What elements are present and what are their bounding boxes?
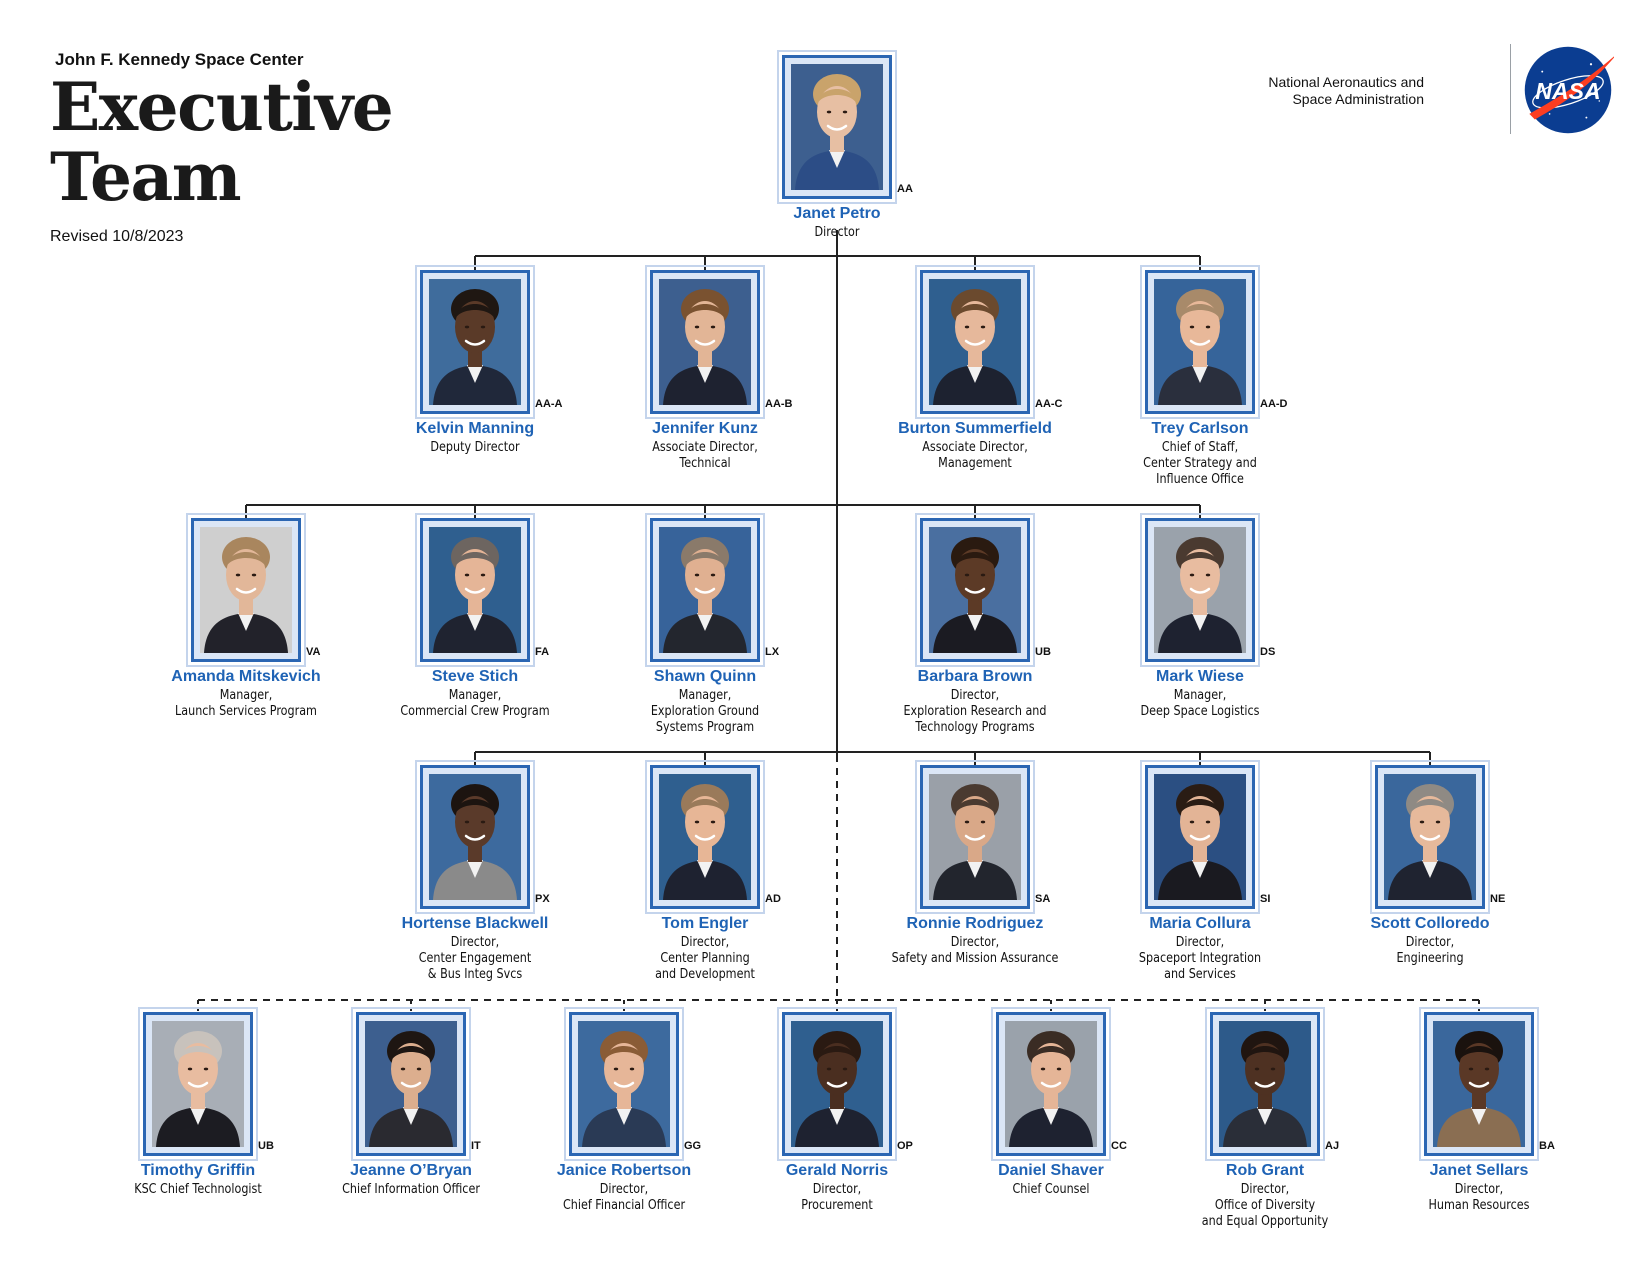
person-role: Deputy Director [430, 440, 520, 455]
person-card-timothy-griffin [134, 1012, 274, 1197]
agency-line-1: National Aeronautics and [1268, 74, 1424, 90]
person-card-tom-engler [655, 765, 781, 982]
person-role: Director, Engineering [1396, 935, 1464, 966]
logo-wordmark: NASA [1535, 78, 1601, 105]
person-role: Director, Spaceport Integration and Services [1138, 935, 1262, 982]
org-code: OP [897, 1140, 913, 1152]
person-card-janet-petro [793, 55, 913, 240]
portrait-frame [569, 1012, 679, 1156]
person-name: Jeanne O’Bryan [350, 1162, 472, 1179]
portrait-frame [356, 1012, 466, 1156]
org-code: DS [1260, 646, 1276, 658]
portrait-janet-sellars [1433, 1021, 1525, 1147]
person-card-ronnie-rodriguez [891, 765, 1059, 966]
portrait-frame [996, 1012, 1106, 1156]
portrait-daniel-shaver [1005, 1021, 1097, 1147]
person-name: Kelvin Manning [415, 420, 535, 437]
org-code: GG [684, 1140, 702, 1152]
portrait-frame [782, 1012, 892, 1156]
person-role: Associate Director, Management [922, 440, 1028, 471]
person-role: Director, Office of Diversity and Equal Opportunity [1201, 1182, 1329, 1229]
person-role: Director, Procurement [801, 1182, 873, 1213]
portrait-frame [1145, 765, 1255, 909]
org-code: PX [535, 893, 550, 905]
portrait-frame [1210, 1012, 1320, 1156]
portrait-frame [143, 1012, 253, 1156]
person-name: Trey Carlson [1151, 420, 1249, 437]
portrait-hortense-blackwell [429, 774, 521, 900]
person-role: Director, Chief Financial Officer [562, 1182, 686, 1213]
person-card-gerald-norris [785, 1012, 913, 1213]
person-role: Director [814, 225, 860, 240]
portrait-tom-engler [659, 774, 751, 900]
portrait-frame [650, 765, 760, 909]
portrait-steve-stich [429, 527, 521, 653]
person-name: Tom Engler [661, 915, 749, 932]
person-name: Ronnie Rodriguez [906, 915, 1044, 932]
person-role: Manager, Launch Services Program [175, 688, 317, 719]
portrait-scott-colloredo [1384, 774, 1476, 900]
org-code: UB [1035, 646, 1051, 658]
person-role: Associate Director, Technical [652, 440, 758, 471]
portrait-burton-summerfield [929, 279, 1021, 405]
person-card-steve-stich [400, 518, 550, 719]
portrait-mark-wiese [1154, 527, 1246, 653]
org-code: NE [1490, 893, 1506, 905]
person-name: Barbara Brown [917, 668, 1033, 685]
person-card-daniel-shaver [998, 1012, 1127, 1197]
person-role: Director, Safety and Mission Assurance [891, 935, 1059, 966]
revision-date: Revised 10/8/2023 [50, 228, 184, 245]
portrait-frame [1375, 765, 1485, 909]
person-card-shawn-quinn [650, 518, 780, 735]
portrait-jennifer-kunz [659, 279, 751, 405]
person-name: Rob Grant [1225, 1162, 1305, 1179]
portrait-janet-petro [791, 64, 883, 190]
portrait-maria-collura [1154, 774, 1246, 900]
portrait-frame [650, 270, 760, 414]
person-name: Daniel Shaver [998, 1162, 1104, 1179]
person-name: Amanda Mitskevich [171, 668, 321, 685]
portrait-barbara-brown [929, 527, 1021, 653]
org-name: John F. Kennedy Space Center [55, 50, 304, 69]
agency-line-2: Space Administration [1292, 91, 1424, 107]
portrait-frame [420, 518, 530, 662]
person-card-kelvin-manning [415, 270, 563, 455]
org-code: VA [306, 646, 321, 658]
person-name: Mark Wiese [1156, 668, 1244, 685]
portrait-ronnie-rodriguez [929, 774, 1021, 900]
person-card-mark-wiese [1140, 518, 1276, 719]
org-code: AA-D [1260, 398, 1288, 410]
portrait-amanda-mitskevich [200, 527, 292, 653]
org-code: AD [765, 893, 781, 905]
portrait-frame [1145, 270, 1255, 414]
person-name: Hortense Blackwell [401, 915, 549, 932]
org-code: IT [471, 1140, 481, 1152]
portrait-frame [920, 518, 1030, 662]
portrait-janice-robertson [578, 1021, 670, 1147]
org-code: AJ [1325, 1140, 1340, 1152]
person-card-maria-collura [1138, 765, 1271, 982]
portrait-gerald-norris [791, 1021, 883, 1147]
portrait-timothy-griffin [152, 1021, 244, 1147]
org-code: SI [1260, 893, 1271, 905]
portrait-frame [920, 765, 1030, 909]
org-code: UB [258, 1140, 274, 1152]
person-card-jennifer-kunz [652, 270, 793, 471]
person-name: Jennifer Kunz [652, 420, 758, 437]
person-card-trey-carlson [1143, 270, 1288, 487]
portrait-shawn-quinn [659, 527, 751, 653]
org-code: AA-B [765, 398, 793, 410]
portrait-trey-carlson [1154, 279, 1246, 405]
title-line-1: Executive [50, 68, 393, 146]
portrait-frame [420, 765, 530, 909]
person-name: Janice Robertson [556, 1162, 692, 1179]
portrait-jeanne-obryan [365, 1021, 457, 1147]
title-line-2: Team [50, 138, 241, 216]
person-role: KSC Chief Technologist [134, 1182, 262, 1197]
person-name: Scott Colloredo [1370, 915, 1490, 932]
portrait-rob-grant [1219, 1021, 1311, 1147]
org-code: SA [1035, 893, 1051, 905]
person-card-scott-colloredo [1370, 765, 1506, 966]
person-role: Chief Information Officer [342, 1182, 480, 1197]
person-name: Timothy Griffin [140, 1162, 256, 1179]
portrait-frame [1424, 1012, 1534, 1156]
person-card-jeanne-obryan [342, 1012, 481, 1197]
person-role: Manager, Exploration Ground Systems Program [650, 688, 760, 735]
org-code: AA-A [535, 398, 563, 410]
portrait-frame [420, 270, 530, 414]
person-card-hortense-blackwell [401, 765, 550, 982]
portrait-frame [920, 270, 1030, 414]
portrait-frame [782, 55, 892, 199]
org-code: AA [897, 183, 913, 195]
org-code: LX [765, 646, 780, 658]
person-role: Manager, Deep Space Logistics [1140, 688, 1260, 719]
org-code: CC [1111, 1140, 1127, 1152]
person-card-burton-summerfield [898, 270, 1063, 471]
person-name: Shawn Quinn [653, 668, 757, 685]
person-role: Director, Center Planning and Development [655, 935, 755, 982]
person-role: Director, Exploration Research and Technology Programs [903, 688, 1047, 735]
person-name: Janet Sellars [1429, 1162, 1529, 1179]
person-role: Manager, Commercial Crew Program [400, 688, 550, 719]
portrait-frame [1145, 518, 1255, 662]
portrait-kelvin-manning [429, 279, 521, 405]
person-name: Steve Stich [431, 668, 519, 685]
person-name: Maria Collura [1149, 915, 1251, 932]
person-card-barbara-brown [903, 518, 1051, 735]
person-role: Director, Human Resources [1428, 1182, 1530, 1213]
org-code: FA [535, 646, 550, 658]
person-card-rob-grant [1201, 1012, 1340, 1229]
org-code: AA-C [1035, 398, 1063, 410]
person-role: Director, Center Engagement & Bus Integ Svcs [418, 935, 532, 982]
person-name: Janet Petro [793, 205, 881, 222]
org-code: BA [1539, 1140, 1555, 1152]
person-role: Chief Counsel [1012, 1182, 1090, 1197]
portrait-frame [191, 518, 301, 662]
person-name: Gerald Norris [785, 1162, 889, 1179]
person-card-janet-sellars [1428, 1012, 1555, 1213]
person-card-amanda-mitskevich [171, 518, 321, 719]
person-name: Burton Summerfield [898, 420, 1052, 437]
portrait-frame [650, 518, 760, 662]
person-card-janice-robertson [556, 1012, 702, 1213]
person-role: Chief of Staff, Center Strategy and Influence Office [1143, 440, 1257, 487]
